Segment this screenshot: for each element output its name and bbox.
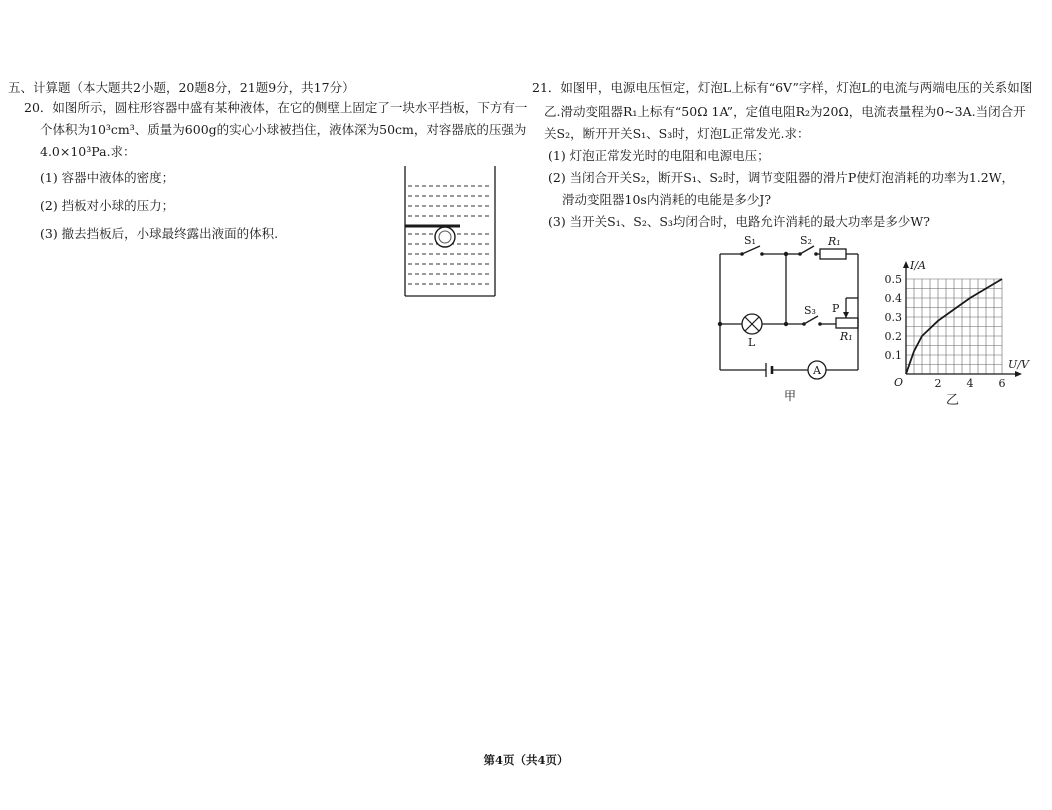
label-s3: S₃ — [804, 304, 816, 317]
x-tick-label: 6 — [998, 377, 1006, 390]
lamp-symbol — [742, 314, 762, 334]
circuit-diagram — [712, 232, 868, 408]
y-tick-label: 0.5 — [884, 273, 902, 286]
label-s2: S₂ — [800, 234, 812, 247]
section-heading: 五、计算题（本大题共2小题，20题8分，21题9分，共17分） — [8, 80, 355, 95]
ammeter-symbol — [808, 361, 826, 379]
x-tick-label: 2 — [934, 377, 942, 390]
label-r1-bottom: R₁ — [840, 330, 853, 343]
q21-line-3: 关S₂，断开开关S₁、S₃时，灯泡L正常发光.求： — [544, 126, 810, 141]
ball — [435, 227, 455, 247]
chart-caption: 乙 — [946, 393, 960, 408]
label-s1: S₁ — [744, 234, 756, 247]
x-axis-label: U/V — [1008, 358, 1029, 371]
label-lamp: L — [748, 336, 756, 349]
page-footer: 第4页（共4页） — [483, 753, 569, 767]
label-p: P — [832, 302, 840, 315]
chart-grid — [906, 279, 1002, 374]
origin-label: O — [894, 376, 904, 389]
label-r1-top: R₁ — [828, 235, 841, 248]
q20-line-2: 个体积为10³cm³、质量为600g的实心小球被挡住，液体深为50cm，对容器底的压强为 — [40, 122, 527, 137]
container-figure — [400, 166, 500, 302]
y-tick-label: 0.2 — [884, 330, 902, 343]
y-tick-label: 0.1 — [884, 349, 902, 362]
q21-line-1: 21．如图甲，电源电压恒定，灯泡L上标有“6V”字样，灯泡L的电流与两端电压的关系如图 — [532, 80, 1033, 95]
circuit-caption: 甲 — [784, 389, 797, 403]
q20-line-1: 20．如图所示，圆柱形容器中盛有某种液体，在它的侧壁上固定了一块水平挡板，下方有一 — [24, 100, 528, 115]
q20-sub-1: (1) 容器中液体的密度； — [40, 170, 175, 185]
q21-sub-2: (2) 当闭合开关S₂，断开S₁、S₂时，调节变阻器的滑片P使灯泡消耗的功率为1.2W， — [548, 170, 1015, 185]
y-tick-label: 0.3 — [884, 311, 902, 324]
x-tick-label: 4 — [966, 377, 974, 390]
q21-sub-2b: 滑动变阻器10s内消耗的电能是多少J? — [562, 192, 772, 207]
iu-graph — [878, 248, 1042, 408]
y-axis-label: I/A — [910, 259, 926, 272]
q20-line-3: 4.0×10³Pa.求： — [40, 144, 136, 159]
svg-text:A: A — [813, 364, 821, 377]
q21-sub-1: (1) 灯泡正常发光时的电阻和电源电压； — [548, 148, 770, 163]
q20-sub-2: (2) 挡板对小球的压力； — [40, 198, 175, 213]
q21-line-2: 乙.滑动变阻器R₁上标有“50Ω 1A”，定值电阻R₂为20Ω，电流表量程为0~3A.当闭合开 — [544, 104, 1026, 119]
q21-sub-3: (3) 当开关S₁、S₂、S₃均闭合时，电路允许消耗的最大功率是多少W? — [548, 214, 930, 229]
q20-sub-3: (3) 撤去挡板后，小球最终露出液面的体积. — [40, 226, 279, 241]
y-tick-label: 0.4 — [884, 292, 902, 305]
